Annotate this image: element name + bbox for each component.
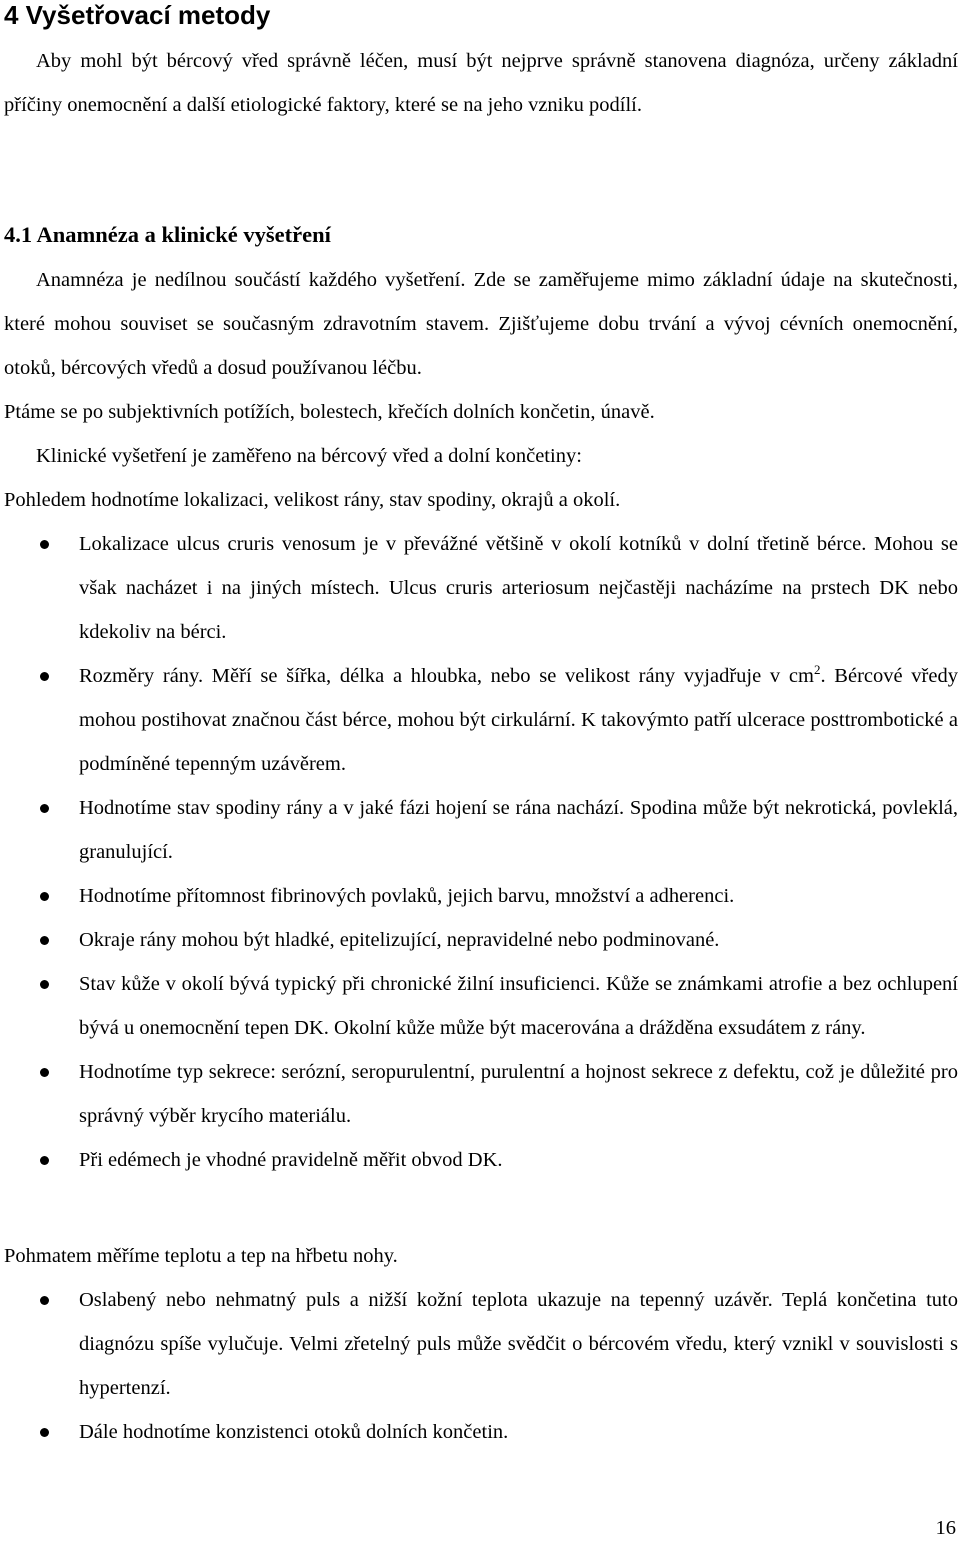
list-item-text: Při edémech je vhodné pravidelně měřit obvod DK. (79, 1149, 503, 1171)
bullet-icon (40, 1428, 49, 1437)
page-number: 16 (935, 1517, 956, 1539)
list-item-fibrin (0, 874, 958, 918)
bullet-icon (40, 980, 49, 989)
bullet-icon (40, 1156, 49, 1165)
clinical-intro: Klinické vyšetření je zaměřeno na bércový vřed a dolní končetiny: (36, 445, 582, 467)
bullet-icon (40, 540, 49, 549)
bullet-icon (40, 1068, 49, 1077)
list-item-text: Dále hodnotíme konzistenci otoků dolních končetin. (79, 1421, 509, 1443)
bullet-icon (40, 672, 49, 681)
list-item-edema (0, 1138, 958, 1182)
bullet-icon (40, 892, 49, 901)
bullet-icon (40, 804, 49, 813)
bullet-icon (40, 936, 49, 945)
list-item-wound-base (0, 786, 958, 874)
list-item-text: Okraje rány mohou být hladké, epitelizující, nepravidelné nebo podminované. (79, 929, 720, 951)
list-item-pulse (0, 1278, 958, 1410)
anamnesis-paragraph: Anamnéza je nedílnou součástí každého vyšetření. Zde se zaměřujeme mimo základní údaje na skutečnosti, které mohou souviset se současným zdravotním stavem. Zjišťujeme dobu trvání a vývoj cévních onemocnění, otoků, bércových vředů a dosud používanou léčbu. (4, 269, 958, 379)
list-item-text: Hodnotíme stav spodiny rány a v jaké fázi hojení se rána nachází. Spodina může být nekrotická, povleklá, granulující. (79, 797, 958, 863)
list-item-text: Oslabený nebo nehmatný puls a nižší kožní teplota ukazuje na tepenný uzávěr. Teplá končetina tuto diagnózu spíše vylučuje. Velmi zřetelný puls může svědčit o bércovém vředu, který vznikl v souvislosti s hypertenzí. (79, 1289, 958, 1399)
section-title: 4.1 Anamnéza a klinické vyšetření (4, 222, 331, 247)
list-item-text: Lokalizace ulcus cruris venosum je v převážné většině v okolí kotníků v dolní třetině bérce. Mohou se však nacházet i na jiných místech. Ulcus cruris arteriosum nejčastěji nacházíme na prstech DK nebo kdekoliv na bérci. (79, 533, 958, 643)
list-item-skin-state (0, 962, 958, 1050)
list-item-wound-edges (0, 918, 958, 962)
inspection-list (0, 522, 958, 1182)
superscript: 2 (813, 662, 821, 677)
palpation-list (0, 1278, 958, 1454)
palpation-intro: Pohmatem měříme teplotu a tep na hřbetu nohy. (4, 1245, 398, 1267)
list-item-text: Rozměry rány. Měří se šířka, délka a hloubka, nebo se velikost rány vyjadřuje v $cm^2$. Bércové vředy mohou postihovat značnou část bérce, mohou být cirkulární. K takovýmto patří ulcerace posttrombotické a podmíněné tepenným uzávěrem. (79, 662, 958, 775)
list-item-text: Stav kůže v okolí bývá typický při chronické žilní insuficienci. Kůže se známkami atrofie a bez ochlupení bývá u onemocnění tepen DK. Okolní kůže může být macerována a drážděna exsudátem z rány. (79, 973, 958, 1039)
list-item-text: Hodnotíme přítomnost fibrinových povlaků, jejich barvu, množství a adherenci. (79, 885, 735, 907)
list-item-localization (0, 522, 958, 654)
bullet-icon (40, 1296, 49, 1305)
list-item-text: Hodnotíme typ sekrece: serózní, seropurulentní, purulentní a hojnost sekrece z defektu, což je důležité pro správný výběr krycího materiálu. (79, 1061, 958, 1127)
list-item-wound-size (0, 654, 958, 786)
inspection-intro: Pohledem hodnotíme lokalizaci, velikost rány, stav spodiny, okrajů a okolí. (4, 489, 621, 511)
chapter-title: 4 Vyšetřovací metody (4, 0, 271, 30)
list-item-secretion (0, 1050, 958, 1138)
list-item-edema-consistency (0, 1410, 958, 1454)
subjective-line: Ptáme se po subjektivních potížích, bolestech, křečích dolních končetin, únavě. (4, 401, 655, 423)
intro-paragraph: Aby mohl být bércový vřed správně léčen, musí být nejprve správně stanovena diagnóza, určeny základní příčiny onemocnění a další etiologické faktory, které se na jeho vzniku podílí. (4, 50, 958, 116)
